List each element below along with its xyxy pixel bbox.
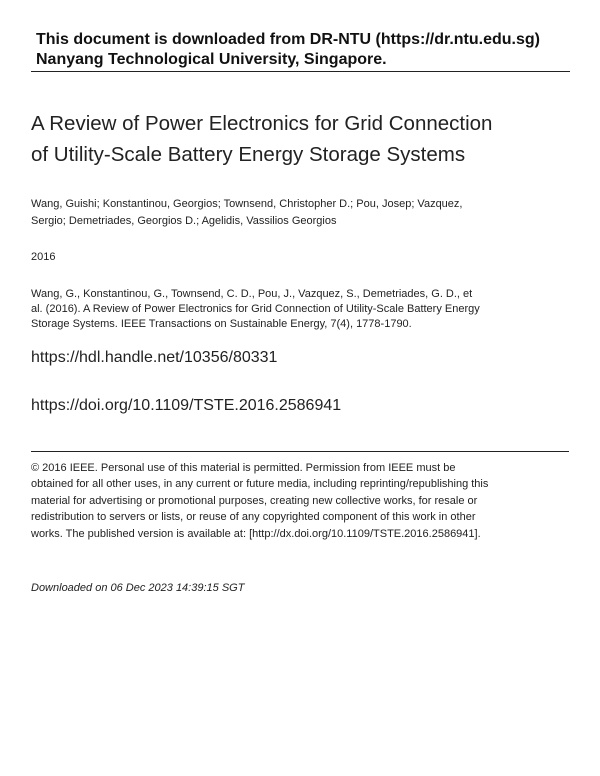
author-list: Wang, Guishi; Konstantinou, Georgios; Townsend, Christopher D.; Pou, Josep; Vazquez, Sergio; Demetriades, Georgios D.; Agelidis, Vassilios Georgios xyxy=(31,198,463,227)
section-divider xyxy=(31,451,569,452)
repository-notice: This document is downloaded from DR-NTU (https://dr.ntu.edu.sg) xyxy=(36,31,540,48)
publication-year: 2016 xyxy=(31,251,56,263)
doi-link[interactable]: https://doi.org/10.1109/TSTE.2016.2586941 xyxy=(31,397,342,414)
download-timestamp: Downloaded on 06 Dec 2023 14:39:15 SGT xyxy=(31,582,245,594)
document-title xyxy=(31,108,571,170)
handle-link-container xyxy=(31,348,277,368)
header-divider xyxy=(31,71,570,72)
copyright-notice: © 2016 IEEE. Personal use of this material is permitted. Permission from IEEE must be obtained for all other uses, in any current or future media, including reprinting/republishing this material for advertising or promotional purposes, creating new collective works, for resale or redistribution to servers or lists, or reuse of any copyrighted component of this work in other works. The published version is available at: [http://dx.doi.org/10.1109/TSTE.2016.2586941]. xyxy=(31,462,489,540)
repository-header xyxy=(36,30,570,70)
title-line-1: A Review of Power Electronics for Grid Connection xyxy=(31,112,493,135)
university-name: Nanyang Technological University, Singapore. xyxy=(36,51,387,68)
doi-link-container xyxy=(31,396,341,416)
handle-link[interactable]: https://hdl.handle.net/10356/80331 xyxy=(31,349,278,366)
citation-text: Wang, G., Konstantinou, G., Townsend, C. D., Pou, J., Vazquez, S., Demetriades, G. D., et al. (2016). A Review of Power Electronics for Grid Connection of Utility-Scale Battery Energy Storage Systems. IEEE Transactions on Sustainable Energy, 7(4), 1778-1790. xyxy=(31,288,480,330)
title-line-2: of Utility-Scale Battery Energy Storage Systems xyxy=(31,143,466,166)
